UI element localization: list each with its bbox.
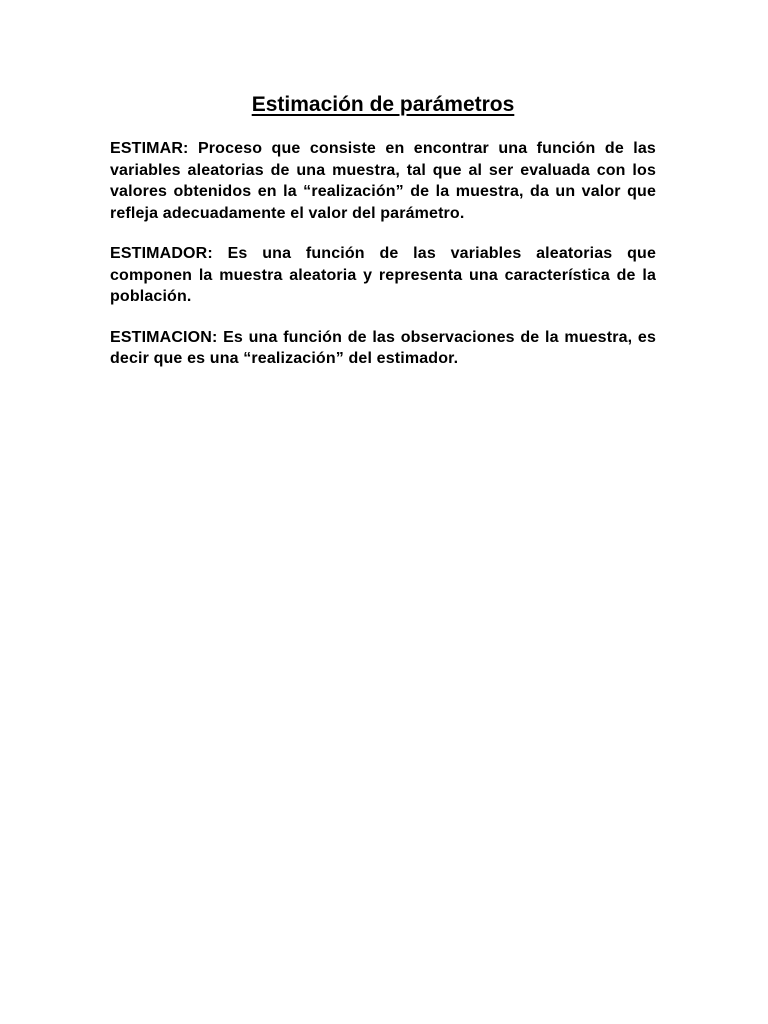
definition-estimar: ESTIMAR: Proceso que consiste en encontrar una función de las variables aleatorias de una muestra, tal que al ser evaluada con los valores obtenidos en la “realización” de la muestra, da un valor que refleja adecuadamente el valor del parámetro. <box>110 140 656 222</box>
document-title: Estimación de parámetros <box>251 93 515 116</box>
document-page <box>110 92 656 389</box>
definition-estimacion: ESTIMACION: Es una función de las observaciones de la muestra, es decir que es una “realización” del estimador. <box>110 328 656 367</box>
definition-estimador: ESTIMADOR: Es una función de las variables aleatorias que componen la muestra aleatoria y representa una característica de la población. <box>110 245 656 305</box>
